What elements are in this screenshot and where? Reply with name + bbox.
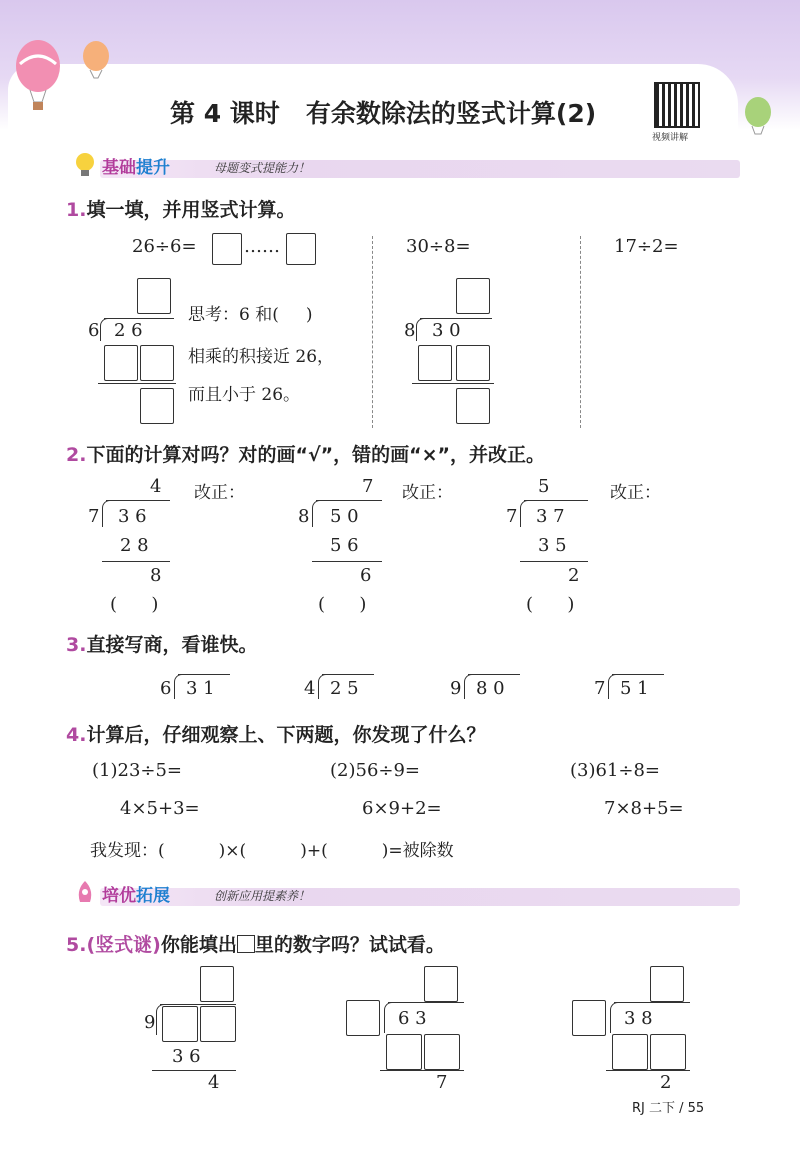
q1a-think-line3: 而且小于 26。 — [188, 385, 301, 405]
q2-3-divisor: 7 — [506, 506, 518, 527]
q2-3-product: 3 5 — [538, 535, 567, 556]
q2-2-division-line — [316, 500, 382, 501]
q4-top-2: (2)56÷9= — [330, 760, 421, 781]
q4-top-1: (1)23÷5= — [92, 760, 183, 781]
q5-1-subtract-line — [152, 1070, 236, 1071]
q2-1-division-line — [106, 500, 170, 501]
q1a-division-bracket — [100, 318, 111, 341]
q2-3-remainder: 2 — [568, 565, 580, 586]
q2-2-correction-label: 改正： — [402, 483, 453, 503]
q5-1-dividend-box-tens[interactable] — [162, 1006, 198, 1042]
q5-3-product-box-ones[interactable] — [650, 1034, 686, 1070]
section-subtitle-basic: 母题变式提能力！ — [214, 161, 311, 175]
q3-2-divisor: 4 — [304, 678, 316, 699]
hot-air-balloon-icon — [742, 96, 776, 140]
q1b-division-line — [420, 318, 492, 319]
q1a-dividend: 2 6 — [114, 320, 143, 341]
q1a-expression: 26÷6= — [132, 236, 197, 257]
lightbulb-icon — [70, 150, 100, 180]
q4-bottom-3: 7×8+5= — [604, 798, 684, 819]
q5-3-quotient-box[interactable] — [650, 966, 684, 1002]
q5-3-divisor-box[interactable] — [572, 1000, 606, 1036]
q1c-expression: 17÷2= — [614, 236, 679, 257]
q1a-think-line2: 相乘的积接近 26， — [188, 347, 335, 367]
q5-1-divisor: 9 — [144, 1012, 156, 1033]
q3-1-divisor: 6 — [160, 678, 172, 699]
section-tag-advanced: 培优拓展 — [102, 886, 170, 906]
q1b-product-box-ones[interactable] — [456, 345, 490, 381]
q5-3-dividend: 3 8 — [624, 1008, 653, 1029]
q3-2-division-bracket — [318, 674, 329, 699]
q2-1-subtract-line — [102, 561, 170, 562]
q2-2-product: 5 6 — [330, 535, 359, 556]
question-2-title: 2.下面的计算对吗？对的画“√”，错的画“×”，并改正。 — [66, 444, 545, 466]
q2-2-remainder: 6 — [360, 565, 372, 586]
q2-3-dividend: 3 7 — [536, 506, 565, 527]
q1a-division-line — [104, 318, 174, 319]
qr-code-icon[interactable] — [654, 82, 700, 128]
q2-1-remainder: 8 — [150, 565, 162, 586]
question-4-title: 4.计算后，仔细观察上、下两题，你发现了什么？ — [66, 724, 486, 746]
hot-air-balloon-icon — [10, 38, 120, 118]
qr-label: 视频讲解 — [652, 133, 689, 143]
q5-3-remainder: 2 — [660, 1072, 672, 1093]
q5-2-product-box-tens[interactable] — [386, 1034, 422, 1070]
q2-1-divisor: 7 — [88, 506, 100, 527]
q1b-product-box-tens[interactable] — [418, 345, 452, 381]
q1a-quotient-answer-box[interactable] — [212, 233, 242, 265]
q1a-remainder-answer-box[interactable] — [286, 233, 316, 265]
q3-2-dividend: 2 5 — [330, 678, 359, 699]
q1a-divisor: 6 — [88, 320, 100, 341]
q5-3-division-line — [614, 1002, 690, 1003]
q5-1-division-line — [160, 1004, 236, 1005]
q4-top-3: (3)61÷8= — [570, 760, 661, 781]
q1a-product-box-ones[interactable] — [140, 345, 174, 381]
q1b-divisor: 8 — [404, 320, 416, 341]
q5-1-remainder: 4 — [208, 1072, 220, 1093]
question-5-title: 5.(竖式谜)你能填出 里的数字吗？试试看。 — [66, 934, 445, 956]
q2-3-division-line — [524, 500, 588, 501]
question-1-title: 1.填一填，并用竖式计算。 — [66, 199, 296, 221]
q2-3-correction-label: 改正： — [610, 483, 661, 503]
q3-1-division-line — [178, 674, 230, 675]
q2-1-judge-bracket[interactable]: ( ) — [110, 594, 159, 615]
q5-2-quotient-box[interactable] — [424, 966, 458, 1002]
q3-3-division-line — [468, 674, 520, 675]
section-subtitle-advanced: 创新应用提素养！ — [214, 889, 311, 903]
q3-3-dividend: 8 0 — [476, 678, 505, 699]
q1a-remainder-box[interactable] — [140, 388, 174, 424]
q5-3-product-box-tens[interactable] — [612, 1034, 648, 1070]
q4-bottom-2: 6×9+2= — [362, 798, 442, 819]
inline-box-icon — [237, 935, 255, 953]
q3-4-divisor: 7 — [594, 678, 606, 699]
q4-finding[interactable]: 我发现：( )×( )+( )=被除数 — [90, 841, 454, 861]
rocket-icon — [70, 878, 100, 908]
page-title: 第 4 课时 有余数除法的竖式计算(2) — [170, 99, 597, 128]
q2-2-divisor: 8 — [298, 506, 310, 527]
section-tag-basic: 基础提升 — [102, 158, 170, 178]
q3-4-division-bracket — [608, 674, 619, 699]
q1a-product-box-tens[interactable] — [104, 345, 138, 381]
q5-3-division-bracket — [610, 1002, 621, 1033]
q2-1-product: 2 8 — [120, 535, 149, 556]
q1b-subtract-line — [412, 383, 494, 384]
dashed-divider — [580, 236, 581, 428]
q3-1-division-bracket — [174, 674, 185, 699]
q3-3-divisor: 9 — [450, 678, 462, 699]
q5-2-divisor-box[interactable] — [346, 1000, 380, 1036]
q2-1-division-bracket — [102, 500, 113, 527]
q2-2-subtract-line — [312, 561, 382, 562]
q5-1-dividend-box-ones[interactable] — [200, 1006, 236, 1042]
q5-2-division-line — [388, 1002, 464, 1003]
q1a-dots: …… — [244, 236, 280, 257]
q3-3-division-bracket — [464, 674, 475, 699]
q2-2-judge-bracket[interactable]: ( ) — [318, 594, 367, 615]
q2-1-dividend: 3 6 — [118, 506, 147, 527]
q3-4-division-line — [612, 674, 664, 675]
q1b-dividend: 3 0 — [432, 320, 461, 341]
q2-3-judge-bracket[interactable]: ( ) — [526, 594, 575, 615]
q5-3-subtract-line — [606, 1070, 690, 1071]
q1a-subtract-line — [98, 383, 176, 384]
q1b-expression: 30÷8= — [406, 236, 471, 257]
q5-2-remainder: 7 — [436, 1072, 448, 1093]
q2-2-division-bracket — [312, 500, 323, 527]
section-bar-advanced — [100, 888, 740, 906]
question-3-title: 3.直接写商，看谁快。 — [66, 634, 258, 656]
q1a-think-line1: 思考：6 和( ) — [188, 305, 313, 325]
q2-3-quotient: 5 — [538, 476, 550, 497]
q1b-division-bracket — [416, 318, 427, 341]
q5-2-product-box-ones[interactable] — [424, 1034, 460, 1070]
q3-4-dividend: 5 1 — [620, 678, 649, 699]
q2-3-subtract-line — [520, 561, 588, 562]
q4-bottom-1: 4×5+3= — [120, 798, 200, 819]
page-footer: RJ 二下 / 55 — [632, 1101, 705, 1116]
q5-2-division-bracket — [384, 1002, 395, 1033]
q2-2-quotient: 7 — [362, 476, 374, 497]
q1b-remainder-box[interactable] — [456, 388, 490, 424]
q2-1-quotient: 4 — [150, 476, 162, 497]
dashed-divider — [372, 236, 373, 428]
q3-2-division-line — [322, 674, 374, 675]
section-bar-basic — [100, 160, 740, 178]
q5-2-subtract-line — [380, 1070, 464, 1071]
q1a-vertical-quotient-box[interactable] — [137, 278, 171, 314]
q2-2-dividend: 5 0 — [330, 506, 359, 527]
q3-1-dividend: 3 1 — [186, 678, 215, 699]
q2-3-division-bracket — [520, 500, 531, 527]
q5-1-product: 3 6 — [172, 1046, 201, 1067]
q5-2-dividend: 6 3 — [398, 1008, 427, 1029]
q2-1-correction-label: 改正： — [194, 483, 245, 503]
q5-1-quotient-box[interactable] — [200, 966, 234, 1002]
q1b-quotient-box[interactable] — [456, 278, 490, 314]
